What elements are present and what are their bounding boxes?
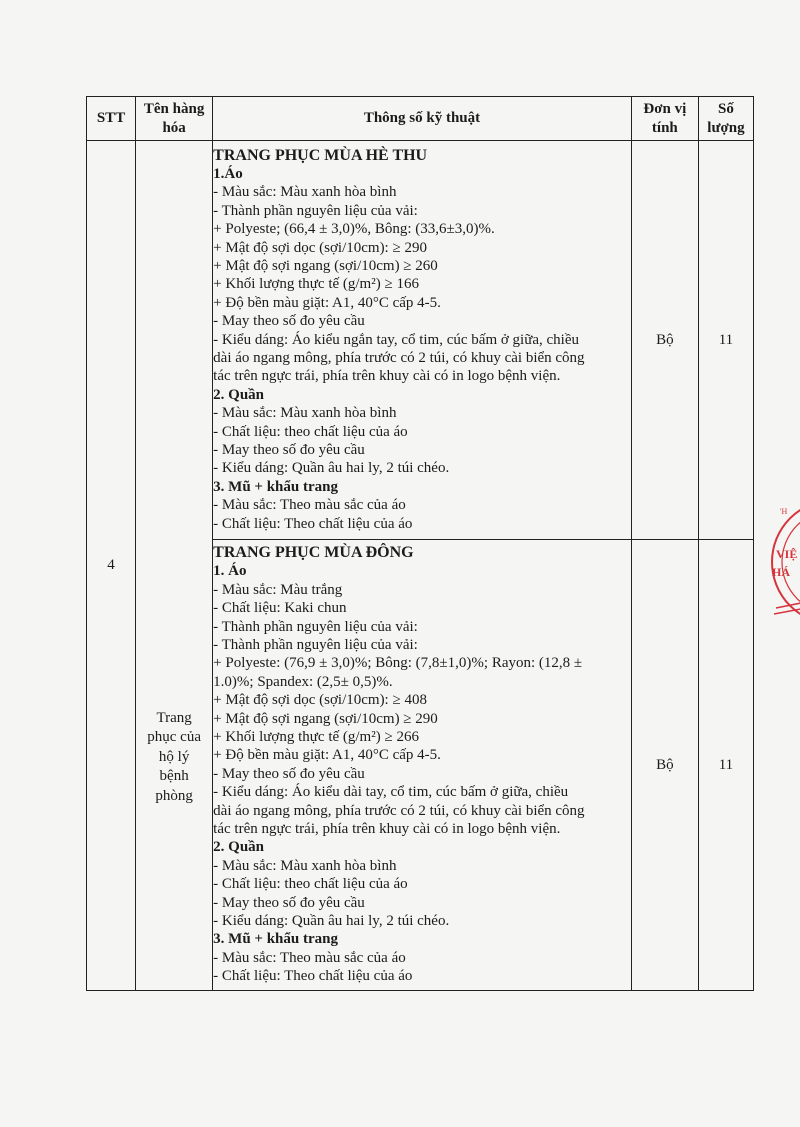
spec-line: - Màu sắc: Màu trắng bbox=[213, 581, 343, 598]
spec-line: + Mật độ sợi dọc (sợi/10cm): ≥ 290 bbox=[213, 239, 427, 256]
stt-cell: 4 bbox=[87, 141, 136, 991]
spec-line: - May theo số đo yêu cầu bbox=[213, 894, 365, 911]
so-luong-cell: 11 bbox=[698, 141, 753, 540]
spec-line: + Khối lượng thực tế (g/m²) ≥ 266 bbox=[213, 728, 419, 745]
spec-line: + Mật độ sợi ngang (sợi/10cm) ≥ 260 bbox=[213, 257, 438, 274]
don-vi-cell: Bộ bbox=[631, 141, 698, 540]
header-row bbox=[87, 97, 754, 141]
spec-line: + Mật độ sợi ngang (sợi/10cm) ≥ 290 bbox=[213, 710, 438, 727]
spec-line: + Độ bền màu giặt: A1, 40°C cấp 4-5. bbox=[213, 294, 441, 311]
spec-line: tác trên ngực trái, phía trên khuy cài có in logo bệnh viện. bbox=[213, 821, 561, 838]
seal-icon bbox=[768, 496, 800, 626]
seal-text: 'H bbox=[780, 507, 788, 516]
spec-line: - Chất liệu: Theo chất liệu của áo bbox=[213, 968, 413, 985]
so-luong-cell: 11 bbox=[698, 540, 753, 991]
spec-line: 1.0)%; Spandex: (2,5± 0,5)%. bbox=[213, 673, 393, 690]
spec-line: - Kiểu dáng: Quần âu hai ly, 2 túi chéo. bbox=[213, 913, 450, 930]
spec-line: - Màu sắc: Theo màu sắc của áo bbox=[213, 949, 406, 966]
spec-line: dài áo ngang mông, phía trước có 2 túi, có khuy cài biển công bbox=[213, 350, 585, 366]
header-stt: STT bbox=[87, 97, 136, 141]
seal-stamp-fragment bbox=[768, 496, 800, 626]
header-don-vi-tinh: Đơn vị tính bbox=[631, 97, 698, 141]
spec-subheading: 2. Quần bbox=[213, 386, 265, 403]
spec-line: - May theo số đo yêu cầu bbox=[213, 313, 365, 330]
spec-line: - Màu sắc: Màu xanh hòa bình bbox=[213, 857, 397, 874]
spec-subheading: 3. Mũ + khẩu trang bbox=[213, 478, 338, 495]
spec-line: - Thành phần nguyên liệu của vải: bbox=[213, 202, 418, 219]
spec-line: - May theo số đo yêu cầu bbox=[213, 442, 365, 459]
spec-line: + Độ bền màu giặt: A1, 40°C cấp 4-5. bbox=[213, 747, 441, 764]
spec-line: - Chất liệu: Theo chất liệu của áo bbox=[213, 515, 413, 532]
spec-line: - Kiểu dáng: Quần âu hai ly, 2 túi chéo. bbox=[213, 460, 450, 477]
spec-line: - Thành phần nguyên liệu của vải: bbox=[213, 618, 418, 635]
don-vi-cell: Bộ bbox=[631, 540, 698, 991]
section-title: TRANG PHỤC MÙA ĐÔNG bbox=[213, 544, 414, 562]
spec-lines bbox=[213, 562, 631, 985]
header-ten-hang-hoa: Tên hàng hóa bbox=[136, 97, 213, 141]
spec-line: tác trên ngực trái, phía trên khuy cài có in logo bệnh viện. bbox=[213, 368, 561, 385]
spec-line: - Thành phần nguyên liệu của vải: bbox=[213, 636, 418, 653]
spec-line: - Màu sắc: Theo màu sắc của áo bbox=[213, 497, 406, 514]
ten-hang-hoa-cell: Trang phục của hộ lý bệnh phòng bbox=[136, 141, 213, 991]
spec-subheading: 1. Áo bbox=[213, 563, 247, 580]
spec-line: - Chất liệu: Kaki chun bbox=[213, 600, 347, 617]
seal-text: VIỆ bbox=[776, 547, 798, 561]
spec-line: + Khối lượng thực tế (g/m²) ≥ 166 bbox=[213, 276, 419, 293]
spec-subheading: 2. Quần bbox=[213, 839, 265, 856]
spec-subheading: 3. Mũ + khẩu trang bbox=[213, 931, 338, 948]
spec-line: dài áo ngang mông, phía trước có 2 túi, có khuy cài biển công bbox=[213, 802, 585, 819]
spec-cell-winter bbox=[213, 540, 632, 991]
seal-text: HÁ bbox=[772, 565, 790, 579]
spec-line: - Chất liệu: theo chất liệu của áo bbox=[213, 876, 408, 893]
spec-line: + Polyeste: (76,9 ± 3,0)%; Bông: (7,8±1,0)%; Rayon: (12,8 ± bbox=[213, 655, 583, 672]
spec-line: + Mật độ sợi dọc (sợi/10cm): ≥ 408 bbox=[213, 692, 427, 709]
spec-subheading: 1.Áo bbox=[213, 165, 243, 182]
spec-line: - Màu sắc: Màu xanh hòa bình bbox=[213, 184, 397, 201]
spec-cell-summer bbox=[213, 141, 632, 540]
spec-line: - Chất liệu: theo chất liệu của áo bbox=[213, 423, 408, 440]
header-so-luong: Số lượng bbox=[698, 97, 753, 141]
table-row bbox=[87, 141, 754, 540]
spec-table bbox=[86, 96, 754, 991]
spec-line: - Kiểu dáng: Áo kiểu dài tay, cổ tim, cúc bấm ở giữa, chiều bbox=[213, 784, 569, 801]
header-thong-so: Thông số kỹ thuật bbox=[213, 97, 632, 141]
spec-lines bbox=[213, 165, 631, 533]
section-title: TRANG PHỤC MÙA HÈ THU bbox=[213, 146, 428, 164]
spec-line: + Polyeste; (66,4 ± 3,0)%, Bông: (33,6±3,0)%. bbox=[213, 221, 495, 238]
spec-line: - Màu sắc: Màu xanh hòa bình bbox=[213, 405, 397, 422]
spec-line: - Kiểu dáng: Áo kiểu ngắn tay, cổ tim, cúc bấm ở giữa, chiều bbox=[213, 331, 579, 348]
spec-line: - May theo số đo yêu cầu bbox=[213, 765, 365, 782]
